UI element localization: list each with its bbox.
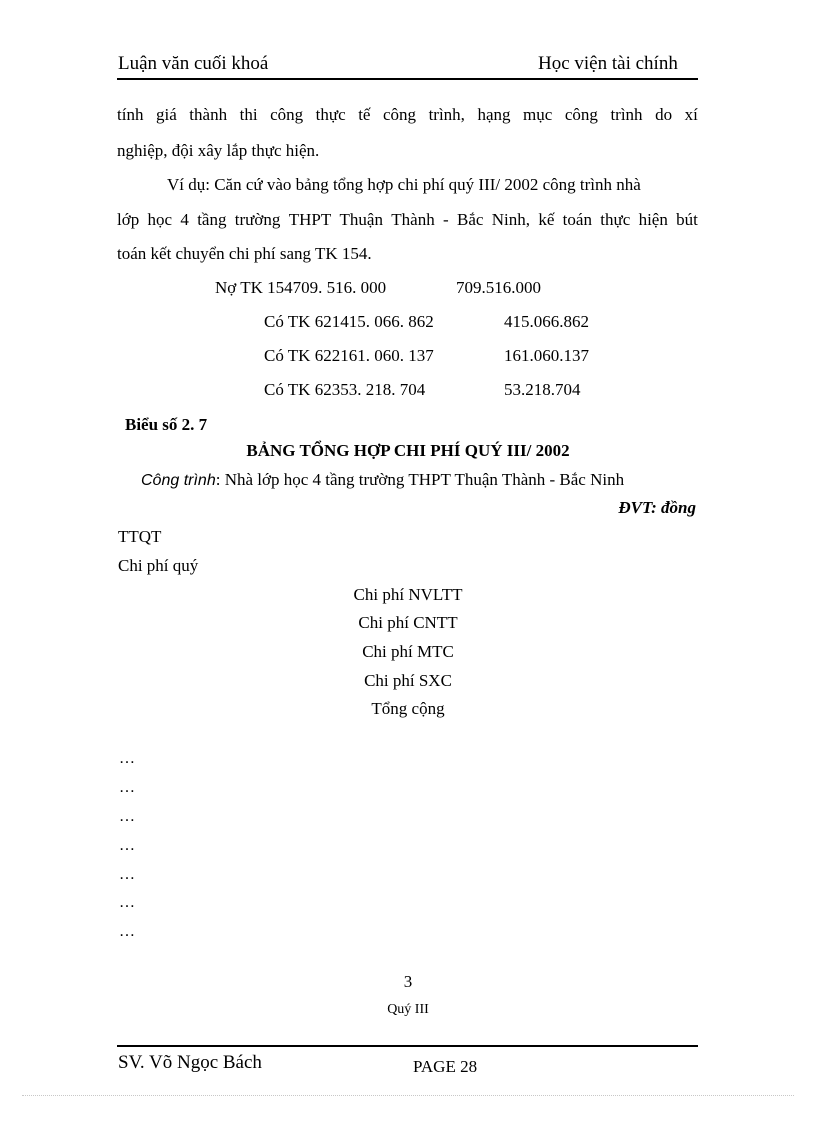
word: lớp — [117, 210, 140, 229]
cost-item: Chi phí SXC — [364, 671, 452, 690]
word: hiện — [638, 210, 668, 229]
footer-author: SV. Võ Ngọc Bách — [118, 1052, 262, 1073]
header-rule — [117, 78, 698, 80]
entry-amount: 53.218.704 — [504, 380, 581, 399]
word: công — [564, 105, 598, 124]
entry-amount: 709.516.000 — [456, 278, 541, 297]
word: bút — [676, 210, 698, 229]
entry-amount: 161.060.137 — [504, 346, 589, 365]
project-label: Công trình — [141, 472, 216, 489]
cost-item: Chi phí MTC — [362, 642, 454, 661]
word: tính — [117, 105, 144, 124]
word: 4 — [180, 210, 189, 229]
word: do — [655, 105, 673, 124]
column-chi-phi-quy: Chi phí quý — [118, 556, 199, 575]
ellipsis-row: … — [119, 894, 135, 911]
word: xí — [684, 105, 698, 124]
word: công — [383, 105, 417, 124]
project-value: : Nhà lớp học 4 tầng trường THPT Thuận Thành - Bắc Ninh — [215, 470, 625, 489]
ellipsis-row: … — [119, 779, 135, 796]
word: Thành — [391, 210, 435, 229]
word: trường — [234, 210, 281, 229]
ellipsis-row: … — [119, 750, 135, 767]
cost-item-total: Tổng cộng — [371, 699, 445, 718]
word: học — [147, 210, 173, 229]
header-title-right: Học viện tài chính — [538, 53, 678, 74]
entry-amount: 415.066.862 — [504, 312, 589, 331]
table-title: BẢNG TỔNG HỢP CHI PHÍ QUÝ III/ 2002 — [246, 441, 570, 460]
entry-account: Có TK 622161. 060. 137 — [264, 346, 434, 365]
column-ttqt: TTQT — [118, 527, 162, 546]
word: mục — [523, 105, 553, 124]
paragraph-line — [117, 106, 698, 123]
word: giá — [155, 105, 177, 124]
unit-label: ĐVT: đồng — [618, 498, 696, 517]
paragraph-line: nghiệp, đội xây lắp thực hiện. — [117, 141, 320, 160]
ellipsis-row: … — [119, 837, 135, 854]
footer-rule — [117, 1045, 698, 1047]
quarter-number: 3 — [403, 972, 413, 991]
header-title-left: Luận văn cuối khoá — [118, 53, 269, 74]
word: trình — [610, 105, 643, 124]
paragraph-line: toán kết chuyển chi phí sang TK 154. — [117, 244, 372, 263]
page-edge-dotted-line — [22, 1095, 794, 1096]
word: Ninh, — [491, 210, 530, 229]
paragraph-line: Ví dụ: Căn cứ vào bảng tổng hợp chi phí quý III/ 2002 công trình nhà — [167, 175, 641, 194]
entry-account: Có TK 621415. 066. 862 — [264, 312, 434, 331]
word: kế — [538, 210, 555, 229]
word: tầng — [197, 210, 227, 229]
ellipsis-row: … — [119, 808, 135, 825]
word: toán — [562, 210, 592, 229]
word: tế — [358, 105, 371, 124]
entry-account: Nợ TK 154709. 516. 000 — [215, 278, 387, 297]
project-line — [141, 471, 624, 489]
ellipsis-row: … — [119, 923, 135, 940]
word: thành — [189, 105, 228, 124]
table-label: Biểu số 2. 7 — [125, 415, 208, 434]
word: thực — [600, 210, 631, 229]
word: Bắc — [457, 210, 484, 229]
word: - — [443, 210, 449, 229]
cost-item: Chi phí NVLTT — [353, 585, 463, 604]
entry-account: Có TK 62353. 218. 704 — [264, 380, 426, 399]
word: Thuận — [339, 210, 383, 229]
word: THPT — [288, 210, 332, 229]
word: công — [270, 105, 304, 124]
word: thực — [315, 105, 346, 124]
cost-item: Chi phí CNTT — [358, 613, 458, 632]
quarter-label: Quý III — [387, 1002, 429, 1017]
paragraph-line — [117, 211, 698, 228]
word: thi — [239, 105, 258, 124]
word: trình, — [428, 105, 465, 124]
page-number: PAGE 28 — [413, 1057, 478, 1076]
word: hạng — [477, 105, 511, 124]
ellipsis-row: … — [119, 866, 135, 883]
